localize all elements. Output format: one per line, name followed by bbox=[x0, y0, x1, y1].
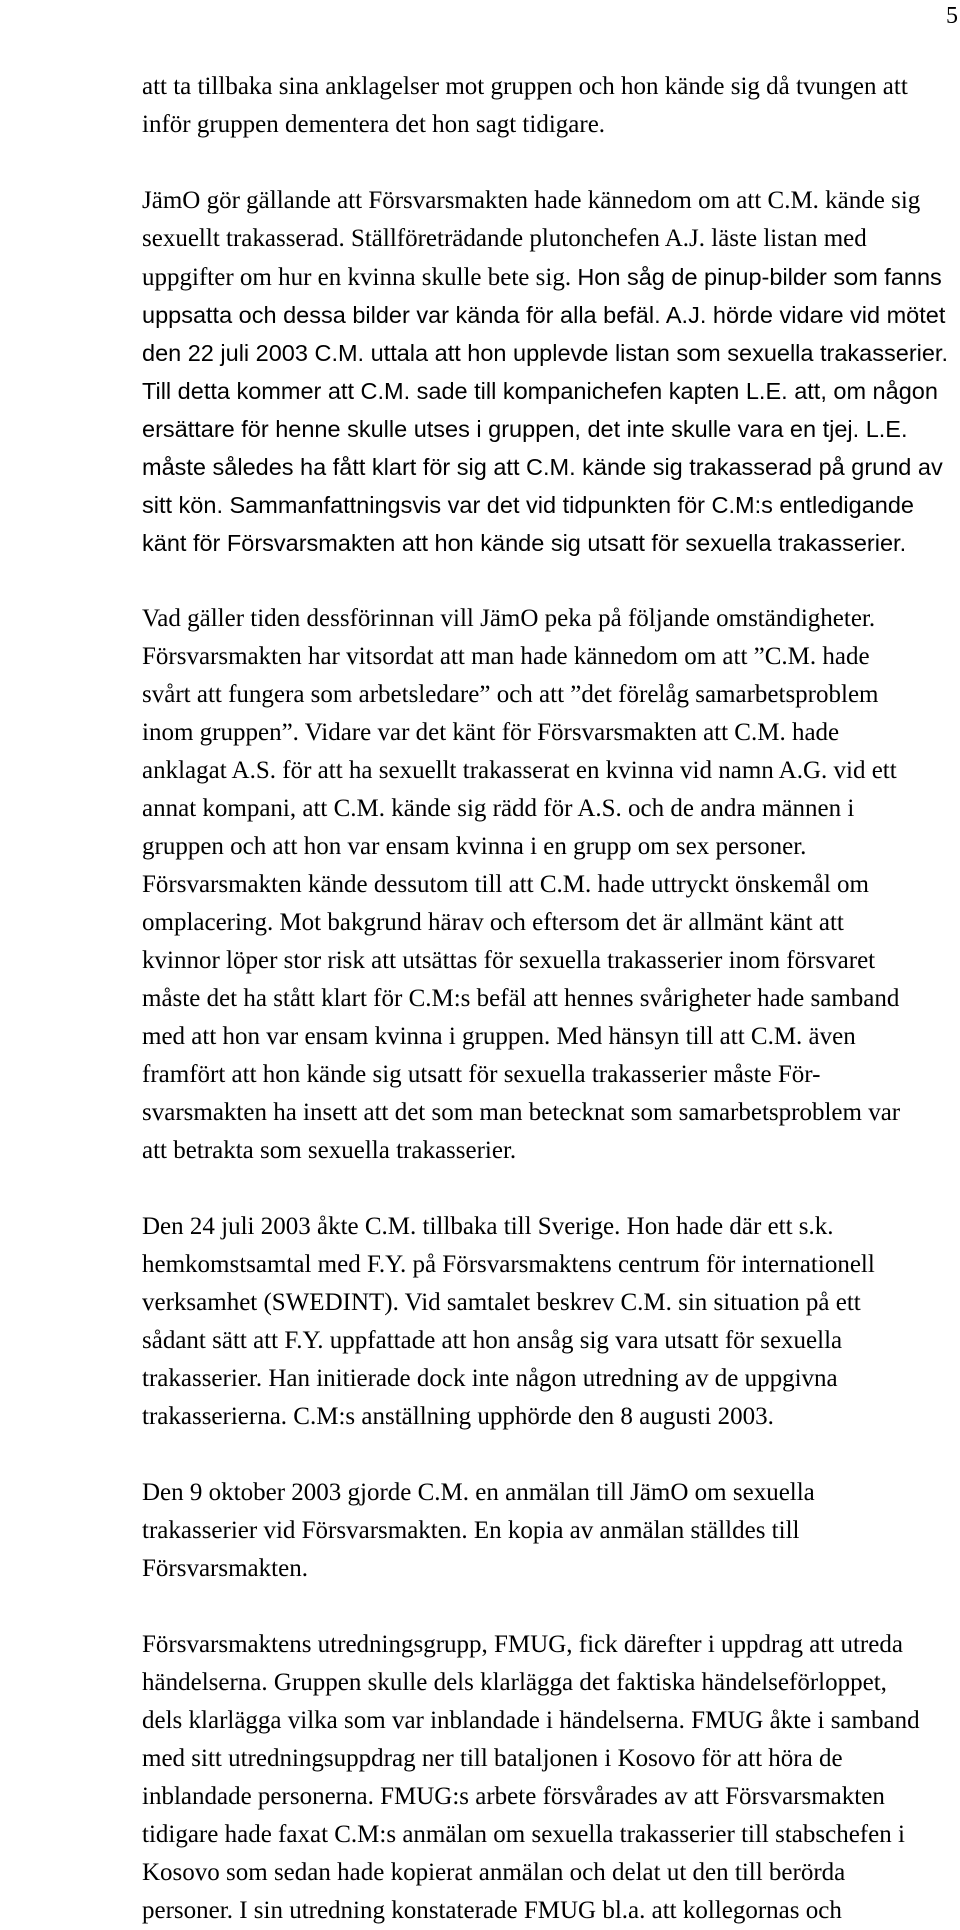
paragraph-6 bbox=[142, 1626, 942, 1930]
text-line: Den 24 juli 2003 åkte C.M. tillbaka till Sverige. Hon hade där ett s.k. bbox=[142, 1213, 834, 1240]
text-line-mixed bbox=[142, 258, 942, 296]
text-line: händelserna. Gruppen skulle dels klarlägga det faktiska händelseförloppet, bbox=[142, 1669, 887, 1696]
text-line: hemkomstsamtal med F.Y. på Försvarsmaktens centrum för internationell bbox=[142, 1251, 875, 1278]
text-line: trakasserier. Han initierade dock inte någon utredning av de uppgivna bbox=[142, 1365, 838, 1392]
text-line: JämO gör gällande att Försvarsmakten hade kännedom om att C.M. kände sig bbox=[142, 187, 921, 214]
text-line: svårt att fungera som arbetsledare” och att ”det förelåg samarbetsproblem bbox=[142, 681, 879, 708]
text-line: inom gruppen”. Vidare var det känt för Försvarsmakten att C.M. hade bbox=[142, 719, 840, 746]
text-line: den 22 juli 2003 C.M. uttala att hon upplevde listan som sexuella trakasserier. bbox=[142, 340, 948, 366]
text-line: måste det ha stått klart för C.M:s befäl att hennes svårigheter hade samband bbox=[142, 985, 900, 1012]
text-line: med sitt utredningsuppdrag ner till bataljonen i Kosovo för att höra de bbox=[142, 1745, 843, 1772]
paragraph-5 bbox=[142, 1474, 942, 1588]
text-line: gruppen och att hon var ensam kvinna i en grupp om sex personer. bbox=[142, 833, 807, 860]
text-segment-sans: Hon såg de pinup-bilder som fanns bbox=[577, 264, 942, 290]
text-line: trakasserier vid Försvarsmakten. En kopia av anmälan ställdes till bbox=[142, 1517, 800, 1544]
text-line: Försvarsmakten. bbox=[142, 1555, 308, 1582]
text-line: dels klarlägga vilka som var inblandade i händelserna. FMUG åkte i samband bbox=[142, 1707, 920, 1734]
text-line: inför gruppen dementera det hon sagt tidigare. bbox=[142, 111, 606, 138]
text-line: Till detta kommer att C.M. sade till kompanichefen kapten L.E. att, om någon bbox=[142, 378, 938, 404]
body-text bbox=[142, 68, 948, 1930]
text-line: Vad gäller tiden dessförinnan vill JämO peka på följande omständigheter. bbox=[142, 605, 876, 632]
text-line: måste således ha fått klart för sig att C.M. kände sig trakasserad på grund av bbox=[142, 454, 943, 480]
paragraph-1 bbox=[142, 68, 942, 144]
text-line: framfört att hon kände sig utsatt för sexuella trakasserier måste För- bbox=[142, 1061, 821, 1088]
text-line: sexuellt trakasserad. Ställföreträdande plutonchefen A.J. läste listan med bbox=[142, 225, 867, 252]
text-line: svarsmakten ha insett att det som man betecknat som samarbetsproblem var bbox=[142, 1099, 901, 1126]
paragraph-3 bbox=[142, 600, 942, 1170]
text-line: Försvarsmakten har vitsordat att man hade kännedom om att ”C.M. hade bbox=[142, 643, 870, 670]
text-segment: uppgifter om hur en kvinna skulle bete sig. bbox=[142, 264, 578, 291]
text-line: Den 9 oktober 2003 gjorde C.M. en anmälan till JämO om sexuella bbox=[142, 1479, 815, 1506]
text-line: verksamhet (SWEDINT). Vid samtalet beskrev C.M. sin situation på ett bbox=[142, 1289, 861, 1316]
text-line: sådant sätt att F.Y. uppfattade att hon ansåg sig vara utsatt för sexuella bbox=[142, 1327, 843, 1354]
text-line: anklagat A.S. för att ha sexuellt trakasserat en kvinna vid namn A.G. vid ett bbox=[142, 757, 897, 784]
paragraph-2 bbox=[142, 182, 948, 562]
text-line: personer. I sin utredning konstaterade FMUG bl.a. att kollegornas och bbox=[142, 1897, 842, 1924]
text-line: annat kompani, att C.M. kände sig rädd för A.S. och de andra männen i bbox=[142, 795, 855, 822]
text-line: att betrakta som sexuella trakasserier. bbox=[142, 1137, 517, 1164]
paragraph-4 bbox=[142, 1208, 942, 1436]
text-line: inblandade personerna. FMUG:s arbete försvårades av att Försvarsmakten bbox=[142, 1783, 885, 1810]
text-line: uppsatta och dessa bilder var kända för alla befäl. A.J. hörde vidare vid mötet bbox=[142, 302, 946, 328]
text-line: med att hon var ensam kvinna i gruppen. Med hänsyn till att C.M. även bbox=[142, 1023, 856, 1050]
text-line: omplacering. Mot bakgrund härav och eftersom det är allmänt känt att bbox=[142, 909, 844, 936]
text-line: kvinnor löper stor risk att utsättas för sexuella trakasserier inom försvaret bbox=[142, 947, 876, 974]
text-line: att ta tillbaka sina anklagelser mot gruppen och hon kände sig då tvungen att bbox=[142, 73, 908, 100]
text-line: trakasserierna. C.M:s anställning upphörde den 8 augusti 2003. bbox=[142, 1403, 774, 1430]
text-line: Kosovo som sedan hade kopierat anmälan och delat ut den till berörda bbox=[142, 1859, 846, 1886]
text-line: sitt kön. Sammanfattningsvis var det vid tidpunkten för C.M:s entledigande bbox=[142, 492, 914, 518]
text-line: tidigare hade faxat C.M:s anmälan om sexuella trakasserier till stabschefen i bbox=[142, 1821, 905, 1848]
text-line: Försvarsmaktens utredningsgrupp, FMUG, fick därefter i uppdrag att utreda bbox=[142, 1631, 903, 1658]
page-number: 5 bbox=[946, 3, 958, 29]
text-line: Försvarsmakten kände dessutom till att C.M. hade uttryckt önskemål om bbox=[142, 871, 869, 898]
text-line: ersättare för henne skulle utses i gruppen, det inte skulle vara en tjej. L.E. bbox=[142, 416, 908, 442]
text-line: känt för Försvarsmakten att hon kände sig utsatt för sexuella trakasserier. bbox=[142, 530, 907, 556]
